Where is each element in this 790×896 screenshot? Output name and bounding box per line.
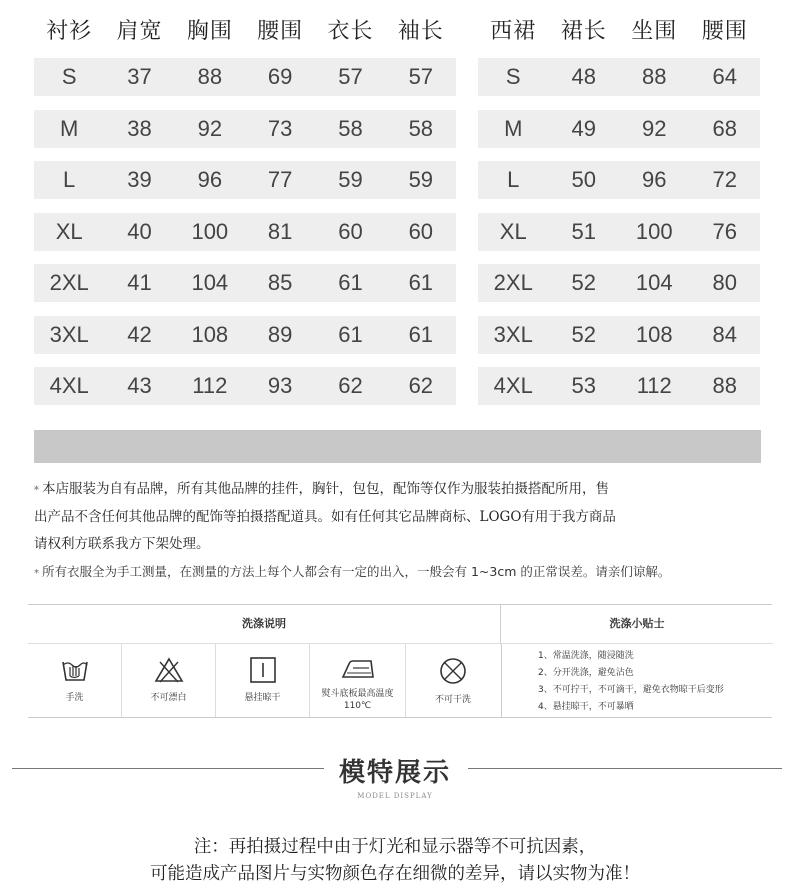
- wash-cell: [216, 644, 310, 717]
- table-cell: 53: [571, 373, 596, 398]
- size-label: 3XL: [493, 321, 533, 347]
- measurement-notice: [34, 562, 774, 580]
- wash-cell: [122, 644, 216, 717]
- divider-bar: [34, 430, 761, 463]
- table-cell: 37: [127, 64, 152, 89]
- table-cell: 50: [571, 167, 596, 192]
- size-label: S: [505, 64, 521, 89]
- table-cell: 61: [408, 270, 434, 295]
- notice-line: 请权利方联系我方下架处理。: [34, 536, 210, 552]
- header-cell: 衣长: [327, 18, 374, 44]
- size-label: XL: [55, 218, 83, 244]
- color-disclaimer: [0, 834, 790, 888]
- table-row: [478, 367, 760, 405]
- wash-cell: [310, 644, 406, 717]
- size-label: L: [63, 167, 76, 192]
- size-label: M: [504, 115, 523, 141]
- table-row: [478, 264, 760, 302]
- skirt-table-header: [478, 0, 760, 58]
- no-dry-clean-icon: [438, 656, 468, 686]
- table-cell: 62: [338, 373, 363, 398]
- wash-cell: [406, 644, 500, 717]
- table-cell: 60: [338, 218, 363, 244]
- tips-title: 洗涤小贴士: [500, 605, 773, 644]
- skirt-size-table: [478, 0, 760, 419]
- header-cell: 裙长: [560, 18, 607, 44]
- table-cell: 59: [408, 167, 434, 192]
- section-title: 模特展示: [338, 758, 451, 788]
- table-cell: 43: [127, 373, 152, 398]
- table-cell: 61: [338, 270, 363, 295]
- table-cell: 88: [712, 373, 737, 398]
- table-cell: 104: [191, 270, 229, 295]
- tip-item: 4、悬挂晾干，不可暴晒: [538, 702, 634, 712]
- table-cell: 59: [338, 167, 363, 192]
- table-row: [34, 161, 456, 199]
- hang-dry-icon: [248, 656, 278, 684]
- table-cell: 42: [127, 321, 152, 347]
- header-cell: 坐围: [631, 18, 678, 44]
- wash-label: 熨斗底板最高温度110℃: [321, 689, 394, 711]
- shirt-size-table: [34, 0, 456, 419]
- asterisk-mark: *: [34, 485, 39, 496]
- table-row: [478, 213, 760, 251]
- table-cell: 89: [267, 321, 293, 347]
- size-label: L: [507, 167, 520, 192]
- header-cell: 腰围: [257, 18, 304, 44]
- table-cell: 93: [267, 373, 293, 398]
- table-row: [34, 316, 456, 354]
- size-label: 2XL: [493, 270, 533, 295]
- disclaimer-line: 注：再拍摄过程中由于灯光和显示器等不可抗因素，: [193, 837, 597, 857]
- heading-rule: [468, 768, 782, 769]
- table-cell: 61: [338, 321, 363, 347]
- table-cell: 62: [408, 373, 434, 398]
- size-label: 2XL: [49, 270, 89, 295]
- table-cell: 80: [712, 270, 737, 295]
- table-cell: 88: [197, 64, 223, 89]
- asterisk-mark: *: [34, 568, 39, 579]
- notice-line: 所有衣服全为手工测量，在测量的方法上每个人都会有一定的出入，一般会有 1~3cm 的正常误差。请亲们谅解。: [42, 564, 671, 579]
- wash-label: 不可干洗: [434, 695, 471, 705]
- tip-item: 2、分开洗涤，避免沾色: [538, 668, 634, 678]
- table-row: [478, 58, 760, 96]
- table-cell: 51: [571, 218, 596, 244]
- table-cell: 112: [192, 373, 228, 398]
- table-row: [34, 213, 456, 251]
- table-cell: 38: [127, 115, 152, 141]
- table-cell: 49: [571, 115, 596, 141]
- notice-line: 本店服装为自有品牌，所有其他品牌的挂件，胸针，包包，配饰等仅作为服装拍摄搭配所用，售: [42, 481, 609, 497]
- table-row: [34, 264, 456, 302]
- table-cell: 68: [712, 115, 737, 141]
- table-cell: 88: [642, 64, 667, 89]
- instructions-title: 洗涤说明: [28, 605, 500, 644]
- table-cell: 52: [571, 270, 596, 295]
- table-cell: 58: [408, 115, 434, 141]
- table-row: [478, 110, 760, 148]
- table-cell: 92: [642, 115, 667, 141]
- table-row: [34, 367, 456, 405]
- table-row: [478, 316, 760, 354]
- size-label: 3XL: [49, 321, 89, 347]
- table-row: [34, 58, 456, 96]
- table-cell: 108: [635, 321, 673, 347]
- table-cell: 96: [197, 167, 223, 192]
- header-cell: 肩宽: [116, 18, 163, 44]
- table-cell: 108: [191, 321, 229, 347]
- table-cell: 100: [191, 218, 229, 244]
- table-cell: 58: [338, 115, 363, 141]
- header-cell: 袖长: [397, 18, 444, 44]
- heading-rule: [12, 768, 324, 769]
- no-bleach-icon: [154, 656, 184, 684]
- table-row: [34, 110, 456, 148]
- wash-label: 不可漂白: [150, 693, 187, 703]
- table-cell: 40: [127, 218, 152, 244]
- table-cell: 81: [267, 218, 293, 244]
- table-cell: 73: [267, 115, 293, 141]
- size-label: M: [60, 115, 79, 141]
- header-cell: 腰围: [701, 18, 748, 44]
- wash-label: 悬挂晾干: [244, 693, 281, 703]
- table-cell: 69: [267, 64, 293, 89]
- brand-notice: [34, 476, 764, 558]
- size-label: XL: [499, 218, 527, 244]
- model-display-heading: [0, 752, 790, 800]
- table-cell: 112: [636, 373, 672, 398]
- table-cell: 41: [127, 270, 152, 295]
- header-cell: 胸围: [186, 18, 233, 44]
- washing-instructions: [28, 604, 772, 718]
- table-row: [478, 161, 760, 199]
- table-cell: 52: [571, 321, 596, 347]
- table-cell: 60: [408, 218, 434, 244]
- tip-item: 1、常温洗涤，随浸随洗: [538, 651, 634, 661]
- table-cell: 77: [267, 167, 293, 192]
- table-cell: 96: [642, 167, 667, 192]
- header-cell: 衬衫: [46, 18, 93, 44]
- table-cell: 84: [712, 321, 737, 347]
- disclaimer-line: 可能造成产品图片与实物颜色存在细微的差异，请以实物为准！: [150, 864, 640, 884]
- header-cell: 西裙: [490, 18, 537, 44]
- table-cell: 92: [197, 115, 223, 141]
- shirt-table-header: [34, 0, 456, 58]
- tip-item: 3、不可拧干，不可滴干，避免衣物晾干后变形: [538, 685, 724, 695]
- table-cell: 85: [267, 270, 293, 295]
- size-label: S: [61, 64, 77, 89]
- wash-label: 手洗: [65, 693, 84, 703]
- wash-cell: [28, 644, 122, 717]
- table-cell: 57: [338, 64, 363, 89]
- table-cell: 39: [127, 167, 152, 192]
- table-cell: 104: [635, 270, 673, 295]
- size-label: 4XL: [493, 373, 533, 398]
- size-label: 4XL: [49, 373, 89, 398]
- washing-tips: [501, 644, 772, 717]
- table-cell: 72: [712, 167, 737, 192]
- hand-wash-icon: [60, 656, 90, 684]
- table-cell: 76: [712, 218, 737, 244]
- section-subtitle: MODEL DISPLAY: [357, 792, 433, 800]
- notice-line: 出产品不含任何其他品牌的配饰等拍摄搭配道具。如有任何其它品牌商标、LOGO有用于我方商品: [34, 509, 616, 525]
- table-cell: 61: [408, 321, 434, 347]
- table-cell: 64: [712, 64, 737, 89]
- iron-icon: [341, 656, 375, 680]
- table-cell: 100: [635, 218, 673, 244]
- table-cell: 48: [571, 64, 596, 89]
- table-cell: 57: [408, 64, 434, 89]
